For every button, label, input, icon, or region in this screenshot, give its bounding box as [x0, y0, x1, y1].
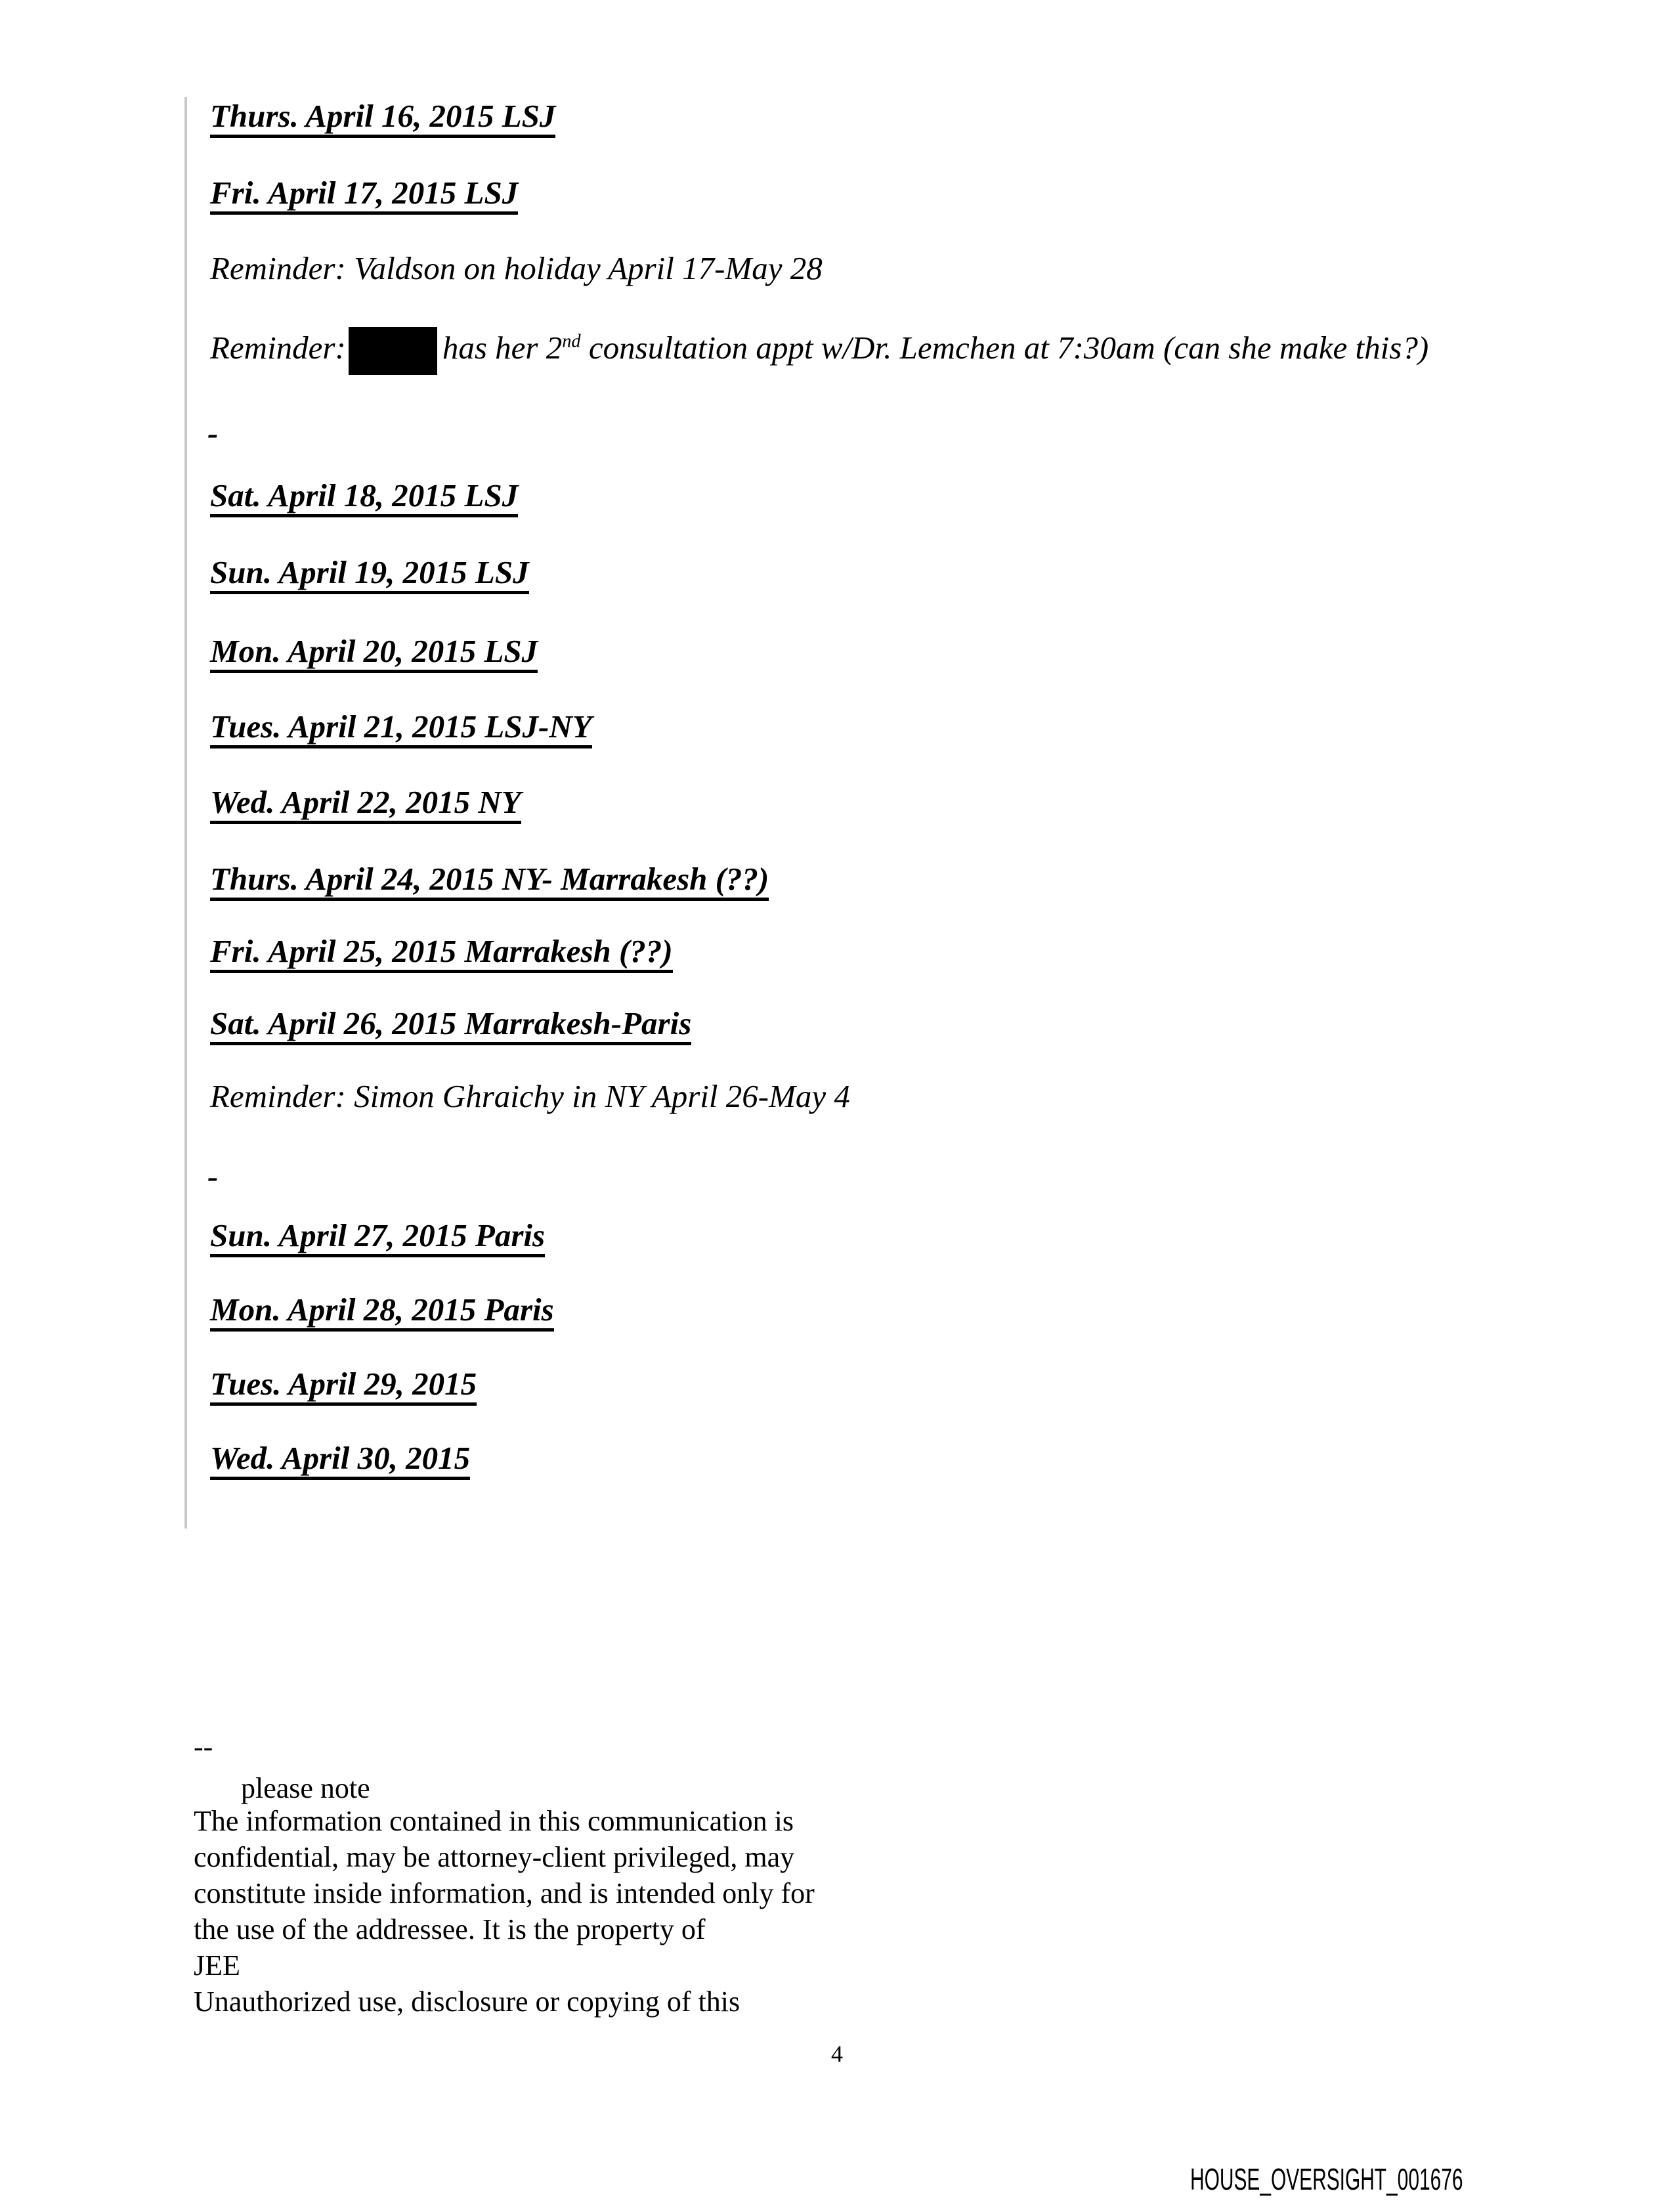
change-bar — [184, 97, 187, 1529]
schedule-date-apr27: Sun. April 27, 2015 Paris — [210, 1219, 545, 1257]
reminder-consultation-prefix: Reminder: — [210, 329, 346, 366]
schedule-date-apr19: Sun. April 19, 2015 LSJ — [210, 555, 529, 594]
schedule-date-apr24: Thurs. April 24, 2015 NY- Marrakesh (??) — [210, 862, 769, 901]
signature-separator: -- — [194, 1731, 213, 1763]
page-number: 4 — [831, 2041, 843, 2067]
reminder-valdson: Reminder: Valdson on holiday April 17-May 28 — [210, 250, 823, 286]
separator-dash-2: - — [207, 1158, 219, 1194]
reminder-consultation-part1: has her 2 — [442, 329, 563, 366]
schedule-date-apr17: Fri. April 17, 2015 LSJ — [210, 176, 518, 215]
schedule-date-apr29: Tues. April 29, 2015 — [210, 1367, 477, 1406]
disclaimer-line: Unauthorized use, disclosure or copying of this — [194, 1985, 740, 2018]
schedule-date-apr20: Mon. April 20, 2015 LSJ — [210, 634, 538, 673]
disclaimer-line: confidential, may be attorney-client privileged, may — [194, 1841, 795, 1873]
schedule-date-apr26: Sat. April 26, 2015 Marrakesh-Paris — [210, 1007, 691, 1045]
redaction-box — [349, 327, 437, 375]
please-note-line: please note — [241, 1772, 370, 1804]
disclaimer-line: the use of the addressee. It is the property of — [194, 1913, 706, 1945]
reminder-consultation — [210, 327, 1428, 375]
reminder-consultation-part2: consultation appt w/Dr. Lemchen at 7:30am (can she make this?) — [580, 329, 1429, 366]
schedule-date-apr18: Sat. April 18, 2015 LSJ — [210, 479, 518, 517]
disclaimer-line: The information contained in this communication is — [194, 1805, 794, 1837]
reminder-simon: Reminder: Simon Ghraichy in NY April 26-May 4 — [210, 1078, 850, 1114]
schedule-date-apr28: Mon. April 28, 2015 Paris — [210, 1293, 554, 1332]
bates-stamp: HOUSE_OVERSIGHT_001676 — [1190, 2162, 1463, 2196]
disclaimer-line-jee: JEE — [194, 1949, 240, 1982]
schedule-date-apr22: Wed. April 22, 2015 NY — [210, 785, 521, 824]
schedule-date-apr25: Fri. April 25, 2015 Marrakesh (??) — [210, 934, 673, 973]
reminder-consultation-ordinal: nd — [562, 331, 581, 352]
schedule-date-apr30: Wed. April 30, 2015 — [210, 1441, 470, 1480]
disclaimer-line: constitute inside information, and is intended only for — [194, 1877, 815, 1909]
schedule-date-apr16: Thurs. April 16, 2015 LSJ — [210, 99, 555, 138]
separator-dash-1: - — [207, 415, 219, 451]
schedule-date-apr21: Tues. April 21, 2015 LSJ-NY — [210, 710, 592, 748]
